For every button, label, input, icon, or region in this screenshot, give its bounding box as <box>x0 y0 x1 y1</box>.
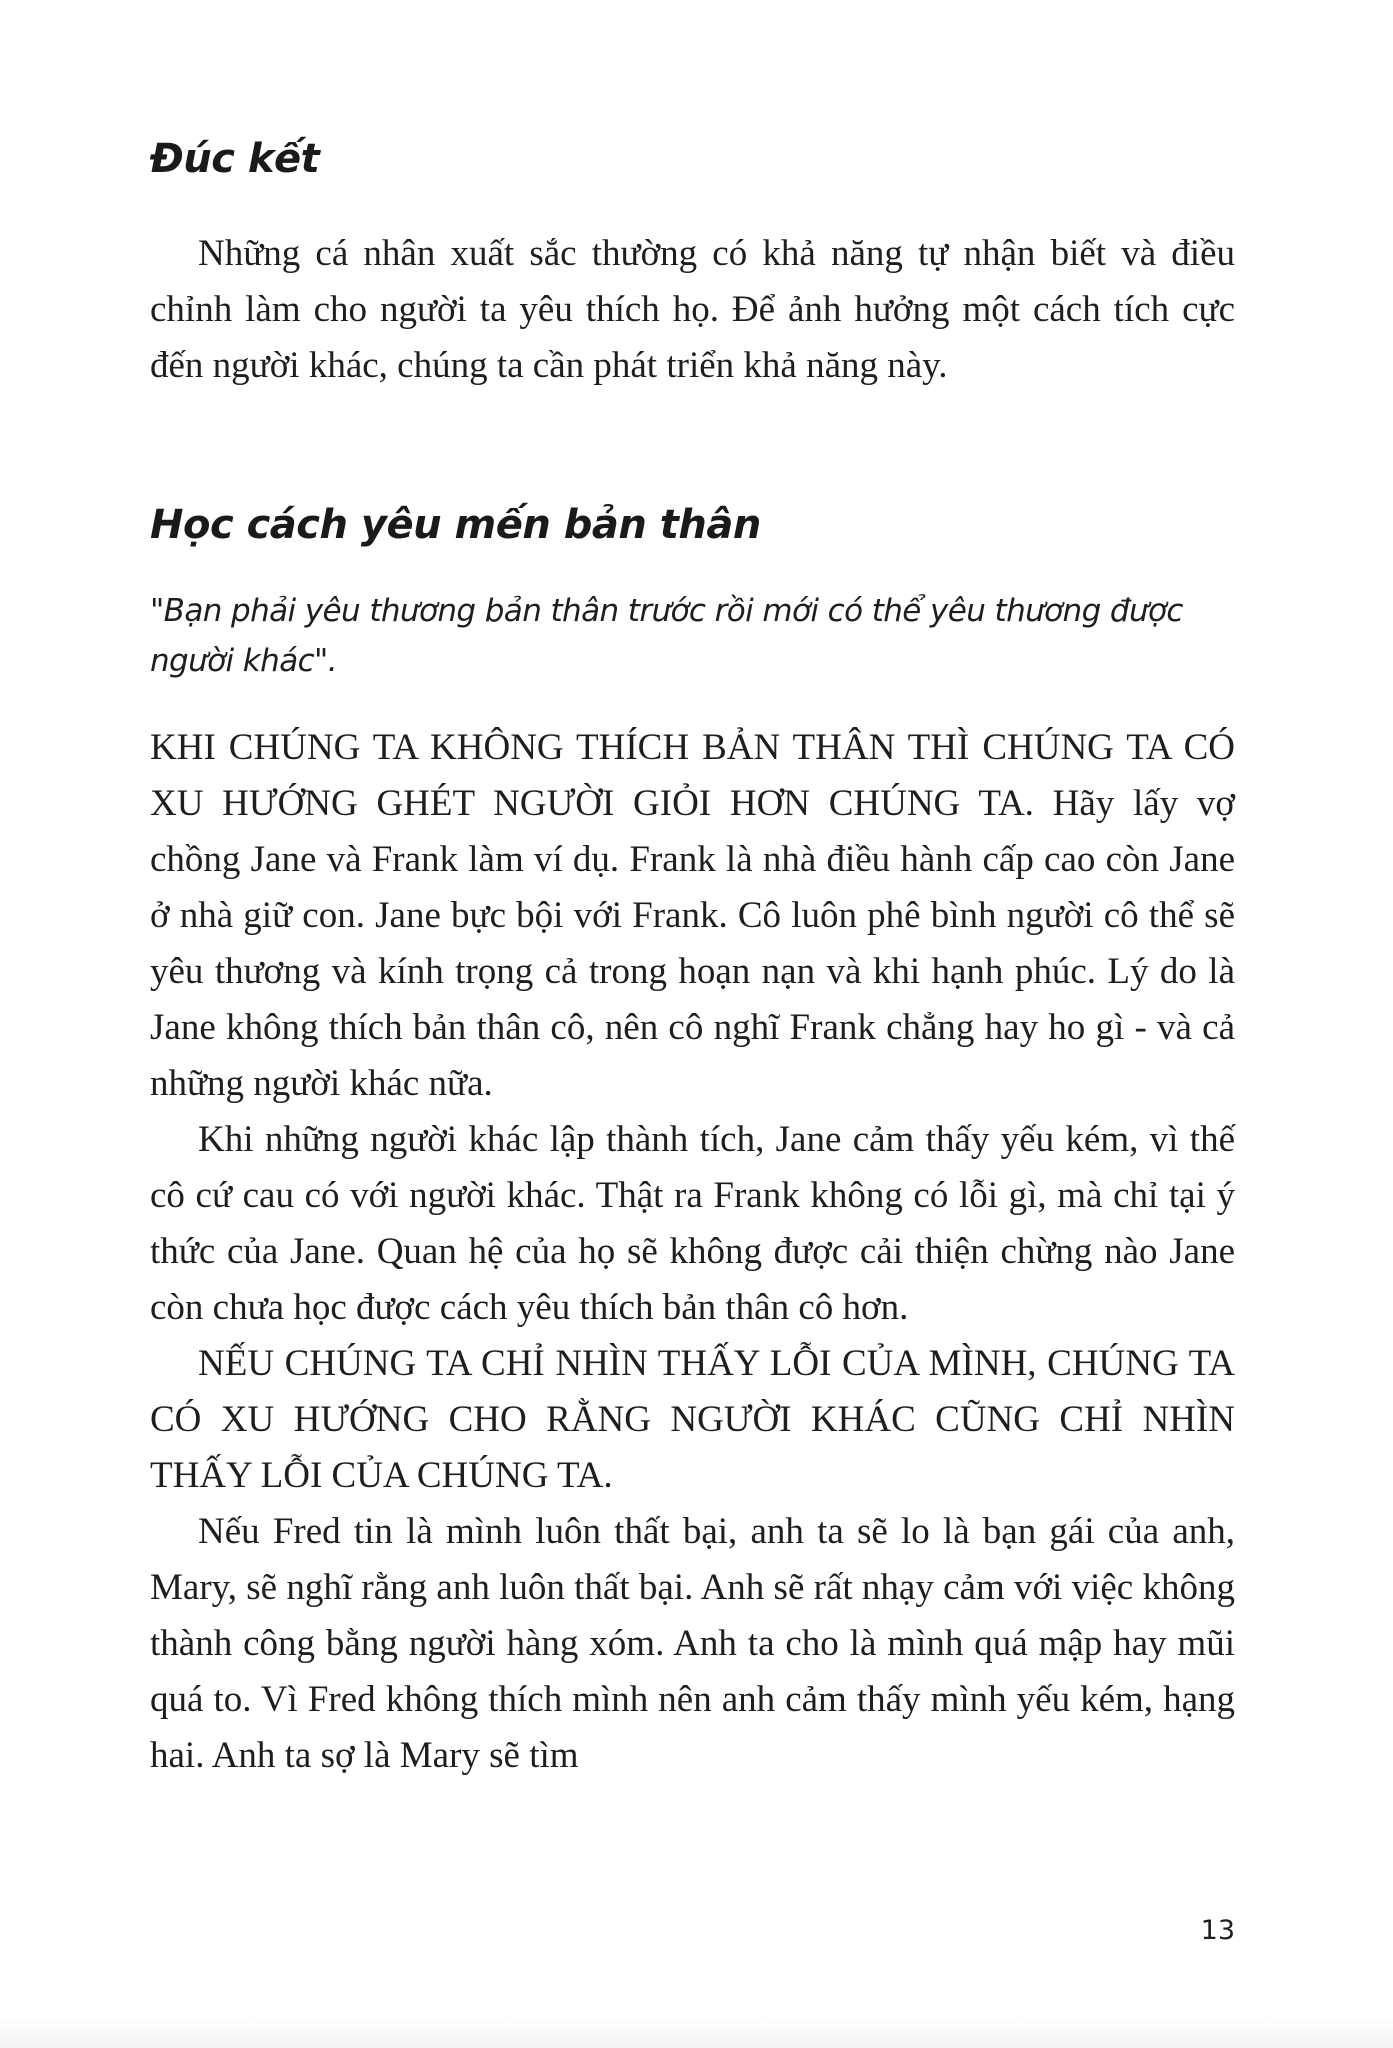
page-edge-shadow <box>0 2018 1393 2048</box>
paragraph: Những cá nhân xuất sắc thường có khả năng tự nhận biết và điều chỉnh làm cho người ta yêu thích họ. Để ảnh hưởng một cách tích cực đến người khác, chúng ta cần phát triển khả năng này. <box>150 233 1235 386</box>
epigraph-quote: "Bạn phải yêu thương bản thân trước rồi mới có thể yêu thương được người khác". <box>150 593 1183 679</box>
section-heading-summary: Đúc kết <box>150 136 320 182</box>
section-heading-self-love: Học cách yêu mến bản thân <box>150 502 761 548</box>
page-number: 13 <box>1200 1915 1235 1946</box>
summary-paragraph <box>150 226 1235 394</box>
paragraph: Nếu Fred tin là mình luôn thất bại, anh ta sẽ lo là bạn gái của anh, Mary, sẽ nghĩ rằng anh luôn thất bại. Anh sẽ rất nhạy cảm với việc không thành công bằng người hàng xóm. Anh ta cho là mình quá mập hay mũi quá to. Vì Fred không thích mình nên anh cảm thấy mình yếu kém, hạng hai. Anh ta sợ là Mary sẽ tìm <box>150 1511 1235 1776</box>
paragraph: KHI CHÚNG TA KHÔNG THÍCH BẢN THÂN THÌ CHÚNG TA CÓ XU HƯỚNG GHÉT NGƯỜI GIỎI HƠN CHÚNG TA. Hãy lấy vợ chồng Jane và Frank làm ví dụ. Frank là nhà điều hành cấp cao còn Jane ở nhà giữ con. Jane bực bội với Frank. Cô luôn phê bình người cô thể sẽ yêu thương và kính trọng cả trong hoạn nạn và khi hạnh phúc. Lý do là Jane không thích bản thân cô, nên cô nghĩ Frank chẳng hay ho gì - và cả những người khác nữa. <box>150 727 1235 1104</box>
paragraph: Khi những người khác lập thành tích, Jane cảm thấy yếu kém, vì thế cô cứ cau có với người khác. Thật ra Frank không có lỗi gì, mà chỉ tại ý thức của Jane. Quan hệ của họ sẽ không được cải thiện chừng nào Jane còn chưa học được cách yêu thích bản thân cô hơn. <box>150 1119 1235 1328</box>
paragraph: NẾU CHÚNG TA CHỈ NHÌN THẤY LỖI CỦA MÌNH, CHÚNG TA CÓ XU HƯỚNG CHO RẰNG NGƯỜI KHÁC CŨNG CHỈ NHÌN THẤY LỖI CỦA CHÚNG TA. <box>150 1343 1235 1496</box>
body-text <box>150 720 1235 1784</box>
